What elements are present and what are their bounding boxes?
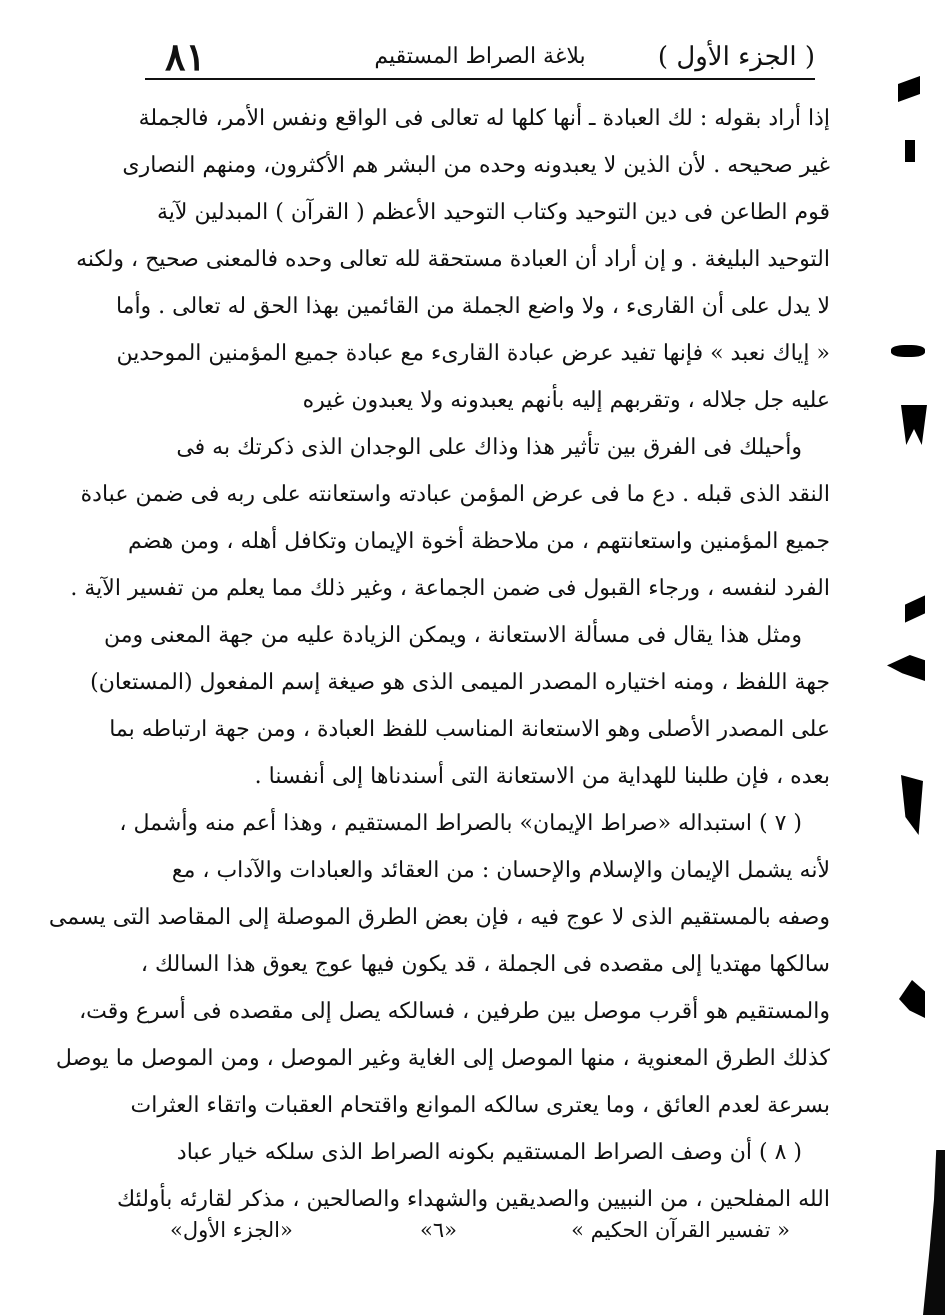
footer-book-title: « تفسير القرآن الحكيم » — [571, 1218, 790, 1242]
text-line: الفرد لنفسه ، ورجاء القبول فى ضمن الجماعة ، وغير ذلك مما يعلم من تفسير الآية . — [70, 576, 830, 601]
text-line: « إياك نعبد » فإنها تفيد عرض عبادة القارىء مع عبادة جميع المؤمنين الموحدين — [116, 341, 830, 366]
scan-mark — [905, 140, 915, 162]
text-line: جميع المؤمنين واستعانتهم ، من ملاحظة أخوة الإيمان وتكافل أهله ، ومن هضم — [127, 529, 830, 554]
scan-mark — [887, 655, 925, 681]
scan-mark — [898, 76, 920, 102]
text-line: الله المفلحين ، من النبيين والصديقين والشهداء والصالحين ، مذكر لقارئه بأولئك — [117, 1187, 830, 1212]
header-title: بلاغة الصراط المستقيم — [374, 44, 586, 69]
footer-number: «٦» — [420, 1218, 457, 1242]
text-line: غير صحيحه . لأن الذين لا يعبدونه وحده من البشر هم الأكثرون، ومنهم النصارى — [122, 153, 830, 178]
text-line: كذلك الطرق المعنوية ، منها الموصل إلى الغاية وغير الموصل ، ومن الموصل ما يوصل — [55, 1046, 830, 1071]
scan-mark — [899, 980, 925, 1018]
text-line: وأحيلك فى الفرق بين تأثير هذا وذاك على الوجدان الذى ذكرتك به فى — [176, 435, 802, 460]
scan-mark — [901, 405, 927, 445]
text-line: ( ٨ ) أن وصف الصراط المستقيم بكونه الصراط الذى سلكه خيار عباد — [176, 1140, 802, 1165]
text-line: وصفه بالمستقيم الذى لا عوج فيه ، فإن بعض الطرق الموصلة إلى المقاصد التى يسمى — [48, 905, 830, 930]
scan-mark — [901, 775, 923, 835]
text-line: التوحيد البليغة . و إن أراد أن العبادة مستحقة لله تعالى وحده فالمعنى صحيح ، ولكنه — [76, 247, 830, 272]
header-part: ( الجزء الأول ) — [657, 42, 815, 72]
text-line: إذا أراد بقوله : لك العبادة ـ أنها كلها له تعالى فى الواقع ونفس الأمر، فالجملة — [138, 106, 830, 131]
text-line: لأنه يشمل الإيمان والإسلام والإحسان : من العقائد والعبادات والآداب ، مع — [171, 858, 830, 883]
text-line: جهة اللفظ ، ومنه اختياره المصدر الميمى الذى هو صيغة إسم المفعول (المستعان) — [90, 670, 830, 695]
text-line: بسرعة لعدم العائق ، وما يعترى سالكه الموانع واقتحام العقبات واتقاء العثرات — [130, 1093, 830, 1118]
text-line: على المصدر الأصلى وهو الاستعانة المناسب للفظ العبادة ، ومن جهة ارتباطه بما — [109, 717, 830, 742]
page-footer — [170, 1218, 790, 1258]
text-line: عليه جل جلاله ، وتقربهم إليه بأنهم يعبدونه ولا يعبدون غيره — [302, 388, 830, 413]
page-header — [145, 34, 815, 80]
footer-part: «الجزء الأول» — [170, 1218, 293, 1242]
scan-edge-shadow — [923, 1150, 945, 1315]
text-line: بعده ، فإن طلبنا للهداية من الاستعانة التى أسندناها إلى أنفسنا . — [254, 764, 830, 789]
text-line: ( ٧ ) استبداله «صراط الإيمان» بالصراط المستقيم ، وهذا أعم منه وأشمل ، — [119, 811, 802, 836]
text-line: ومثل هذا يقال فى مسألة الاستعانة ، ويمكن الزيادة عليه من جهة المعنى ومن — [103, 623, 802, 648]
body-text — [48, 95, 830, 1223]
scan-mark — [905, 595, 925, 622]
text-line: النقد الذى قبله . دع ما فى عرض المؤمن عبادته واستعانته على ربه فى ضمن عبادة — [80, 482, 830, 507]
scan-mark — [891, 345, 925, 357]
page-number: ٨١ — [165, 34, 206, 79]
text-line: سالكها مهتديا إلى مقصده فى الجملة ، قد يكون فيها عوج يعوق هذا السالك ، — [140, 952, 830, 977]
text-line: قوم الطاعن فى دين التوحيد وكتاب التوحيد الأعظم ( القرآن ) المبدلين لآية — [156, 200, 830, 225]
header-rule — [145, 78, 815, 80]
text-line: لا يدل على أن القارىء ، ولا واضع الجملة من القائمين بهذا الحق له تعالى . وأما — [115, 294, 830, 319]
text-line: والمستقيم هو أقرب موصل بين طرفين ، فسالكه يصل إلى مقصده فى أسرع وقت، — [79, 999, 830, 1024]
